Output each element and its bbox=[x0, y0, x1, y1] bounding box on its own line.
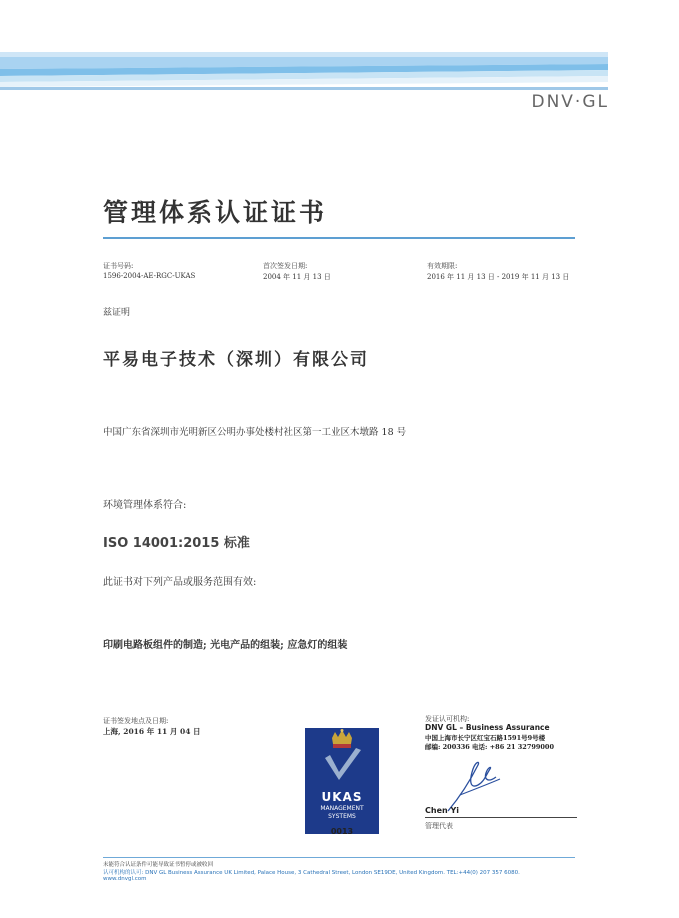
initial-date-label: 首次签发日期: bbox=[263, 262, 308, 270]
issue-place-date: 上海, 2016 年 11 月 04 日 bbox=[103, 727, 201, 736]
issue-place-date-label: 证书签发地点及日期: bbox=[103, 717, 169, 725]
issuer-name: DNV GL – Business Assurance bbox=[425, 723, 550, 732]
header-banner bbox=[0, 52, 608, 90]
scope-intro: 此证书对下列产品或服务范围有效: bbox=[103, 577, 257, 588]
signature-line bbox=[425, 817, 577, 818]
hereby-text: 兹证明 bbox=[103, 308, 131, 318]
issuer-label: 发证认可机构: bbox=[425, 715, 470, 723]
conformity-statement: 环境管理体系符合: bbox=[103, 500, 187, 511]
banner-stripes bbox=[0, 52, 608, 90]
company-address: 中国广东省深圳市光明新区公明办事处楼村社区第一工业区木墩路 18 号 bbox=[103, 427, 407, 438]
footer-website: www.dnvgl.com bbox=[103, 876, 147, 882]
iso-standard: ISO 14001:2015 标准 bbox=[103, 536, 250, 551]
initial-date: 2004 年 11 月 13 日 bbox=[263, 273, 331, 281]
ukas-line2: SYSTEMS bbox=[328, 813, 356, 820]
ukas-accreditation-mark bbox=[305, 728, 379, 834]
crown-tick-icon bbox=[305, 728, 379, 788]
signatory-name: Chen Yi bbox=[425, 806, 460, 815]
signatory-role: 管理代表 bbox=[425, 822, 453, 830]
issuer-contact: 邮编: 200336 电话: +86 21 32799000 bbox=[425, 743, 554, 751]
certification-scope: 印刷电路板组件的制造; 光电产品的组装; 应急灯的组装 bbox=[103, 640, 348, 651]
footer-accreditation: 认可机构的认可: DNV GL Business Assurance UK Limited, Palace House, 3 Cathedral Street, London SE19DE, United Kingdom. TEL:+44(0) 207 357 6080. bbox=[103, 870, 520, 876]
page-title: 管理体系认证证书 bbox=[103, 198, 328, 227]
ukas-name: UKAS bbox=[321, 790, 363, 804]
validity-label: 有效期限: bbox=[427, 262, 458, 270]
validity-period: 2016 年 11 月 13 日 - 2019 年 11 月 13 日 bbox=[427, 273, 570, 281]
company-name: 平易电子技术（深圳）有限公司 bbox=[103, 350, 369, 370]
cert-number: 1596-2004-AE-RGC-UKAS bbox=[103, 272, 196, 280]
footer-divider bbox=[103, 857, 575, 858]
title-divider bbox=[103, 237, 575, 239]
dnvgl-logo: DNV·GL bbox=[531, 92, 609, 112]
issuer-address: 中国上海市长宁区红宝石路1591号9号楼 bbox=[425, 734, 546, 742]
footer-notice: 未能符合认证条件可能导致证书暂停或被收回 bbox=[103, 862, 214, 868]
ukas-code: 0013 bbox=[330, 827, 354, 836]
ukas-line1: MANAGEMENT bbox=[320, 805, 364, 812]
cert-number-label: 证书号码: bbox=[103, 262, 134, 270]
